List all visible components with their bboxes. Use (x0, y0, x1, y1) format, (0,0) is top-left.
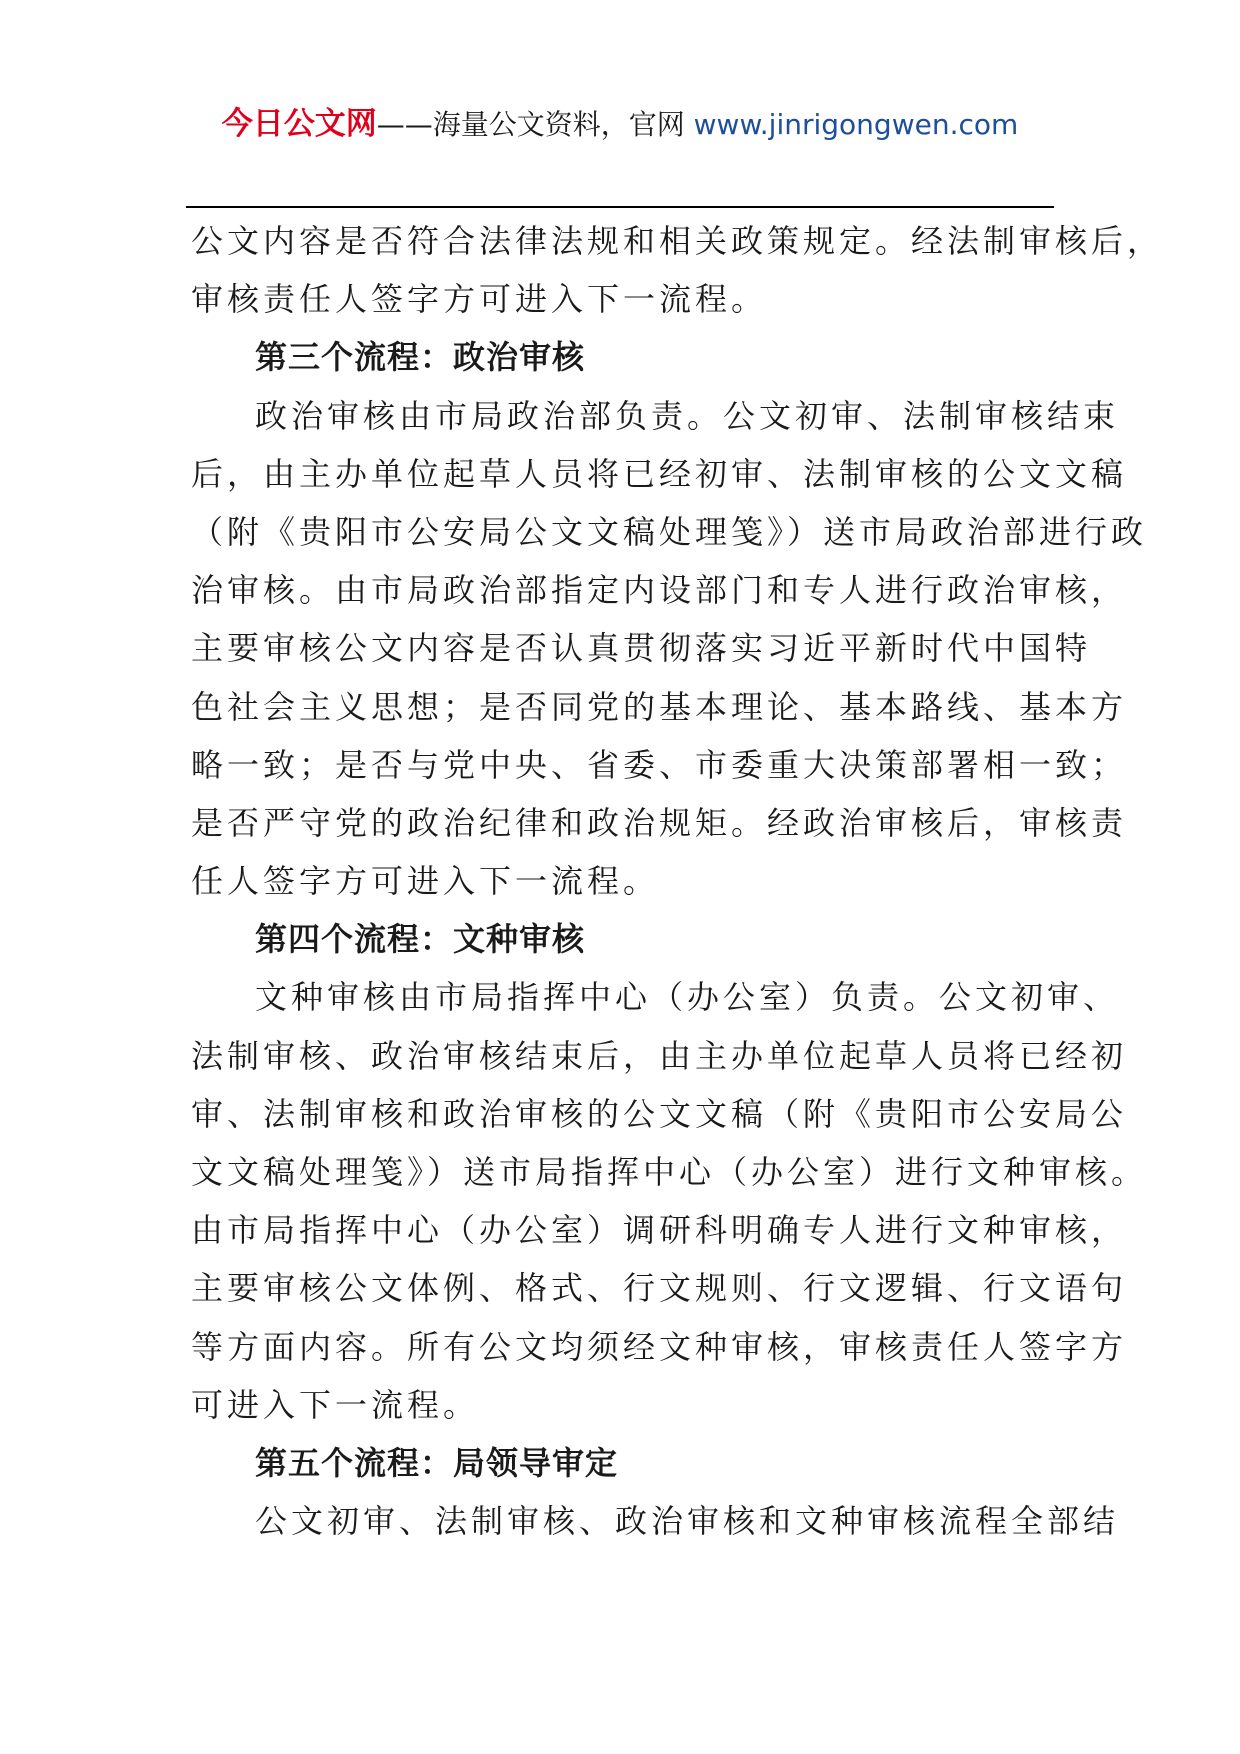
paragraph-leader-approval (191, 1492, 1120, 1550)
header-divider (186, 206, 1054, 208)
text-line: 审核责任人签字方可进入下一流程。 (191, 280, 768, 319)
text-line: 色社会主义思想；是否同党的基本理论、基本路线、基本方 (191, 687, 1128, 726)
paragraph-political-review (191, 387, 1148, 911)
text-line: 法制审核、政治审核结束后，由主办单位起草人员将已经初 (191, 1036, 1128, 1075)
text-line: 主要审核公文内容是否认真贯彻落实习近平新时代中国特 (191, 629, 1092, 668)
section-heading-political-review: 第三个流程：政治审核 (255, 338, 586, 377)
text-line: 文种审核由市局指挥中心（办公室）负责。公文初审、 (255, 978, 1120, 1017)
text-line: 可进入下一流程。 (191, 1385, 480, 1424)
header-tagline: ——海量公文资料，官网 (376, 108, 694, 141)
paragraph-document-type-review (191, 968, 1148, 1434)
site-header (0, 104, 1240, 145)
site-url-link[interactable]: www.jinrigongwen.com (693, 108, 1019, 141)
text-line: 公文初审、法制审核、政治审核和文种审核流程全部结 (255, 1502, 1120, 1541)
text-line: 文文稿处理笺》）送市局指挥中心（办公室）进行文种审核。 (191, 1153, 1148, 1192)
text-line: 主要审核公文体例、格式、行文规则、行文逻辑、行文语句 (191, 1269, 1128, 1308)
text-line: 治审核。由市局政治部指定内设部门和专人进行政治审核， (191, 571, 1128, 610)
text-line: 公文内容是否符合法律法规和相关政策规定。经法制审核后， (191, 222, 1164, 260)
text-line: （附《贵阳市公安局公文文稿处理笺》）送市局政治部进行政 (191, 512, 1148, 551)
document-body (191, 212, 1164, 1550)
text-line: 是否严守党的政治纪律和政治规矩。经政治审核后，审核责 (191, 803, 1128, 842)
text-line: 任人签字方可进入下一流程。 (191, 862, 660, 901)
text-line: 略一致；是否与党中央、省委、市委重大决策部署相一致； (191, 745, 1128, 784)
text-line: 后，由主办单位起草人员将已经初审、法制审核的公文文稿 (191, 454, 1128, 493)
text-line: 等方面内容。所有公文均须经文种审核，审核责任人签字方 (191, 1327, 1128, 1366)
brand-name: 今日公文网 (221, 106, 377, 142)
text-line: 审、法制审核和政治审核的公文文稿（附《贵阳市公安局公 (191, 1094, 1128, 1133)
section-heading-leader-approval: 第五个流程：局领导审定 (255, 1443, 619, 1482)
text-line: 政治审核由市局政治部负责。公文初审、法制审核结束 (255, 396, 1120, 435)
text-line: 由市局指挥中心（办公室）调研科明确专人进行文种审核， (191, 1211, 1128, 1250)
paragraph-continued (191, 212, 1164, 328)
section-heading-document-type-review: 第四个流程：文种审核 (255, 920, 586, 959)
